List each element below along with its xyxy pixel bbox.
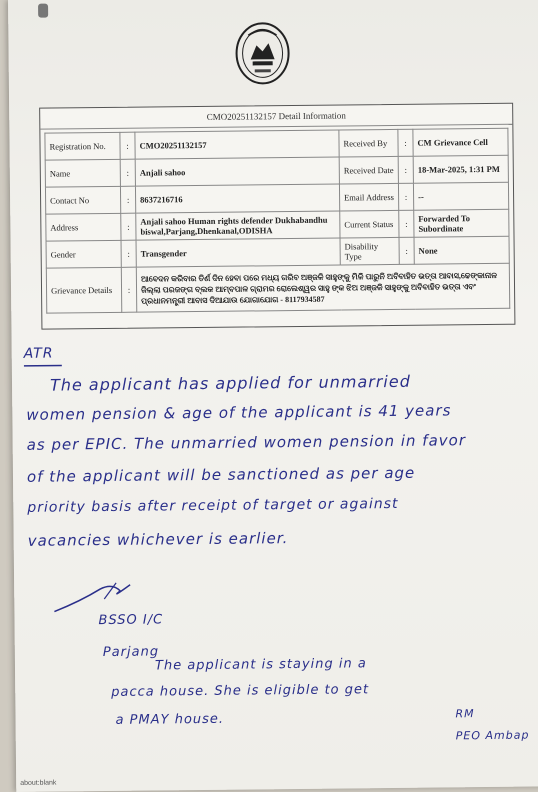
separator: :: [121, 240, 136, 267]
signature-designation: BSSO I/C: [98, 612, 164, 629]
separator: :: [399, 237, 414, 264]
atr-line-3: as per EPIC. The unmarried women pension in favor: [26, 431, 467, 454]
address-value: Anjali sahoo Human rights defender Dukhabandhu biswal,Parjang,Dhenkanal,ODISHA: [136, 211, 340, 240]
separator: :: [120, 159, 135, 186]
atr-line-4: of the applicant will be sanctioned as per age: [26, 463, 416, 486]
separator: :: [121, 267, 136, 312]
separator: :: [120, 132, 135, 159]
binder-clip: [38, 4, 48, 18]
atr-line-1: The applicant has applied for unmarried: [49, 371, 411, 395]
gender-label: Gender: [46, 240, 121, 268]
grievance-value: ଆବେଦନ କରିବାର ତିର୍ଣ ଦିନ ହେବା ପରେ ମଧ୍ୟ ଗରିବ ଅଞ୍ଜଳି ସାହୁଙ୍କୁ ମିଳି ପାରୁନି ଅବିବାହିତ ଭତ୍ତା ଆବାସ,ଢେଙ୍କାନାଳ ଜିଲ୍ଲା ପରଜଙ୍ଗ ବ୍ଲକ ଆମ୍ବପାଳ ଗ୍ରାମର ରୋଲେଶ୍ୱର ସାହୁ ଙ୍କ ଝିଅ ଅଞ୍ଜଳି ସାହୁଙ୍କୁ ଅବିବାହିତ ଭତ୍ତା ଏବଂ ପ୍ରଧାନମନ୍ତ୍ରୀ ଆବାସ ଦିଆଯାଉ ଯୋଗାଯୋଗ - 8117934587: [136, 263, 509, 312]
detail-table: [44, 128, 510, 314]
separator: :: [398, 156, 413, 183]
email-label: Email Address: [339, 183, 398, 211]
second-signature-office: PEO Ambap: [455, 728, 530, 743]
separator: :: [398, 183, 413, 210]
note-line-2: pacca house. She is eligible to get: [111, 682, 370, 700]
grievance-label: Grievance Details: [46, 267, 121, 313]
atr-underline: [24, 363, 64, 367]
received-date-value: 18-Mar-2025, 1:31 PM: [413, 155, 508, 183]
atr-heading: ATR: [23, 345, 54, 362]
contact-value: 8637216716: [135, 184, 339, 213]
received-date-label: Received Date: [339, 156, 398, 184]
page-footer-url: about:blank: [20, 779, 57, 787]
registration-label: Registration No.: [45, 132, 120, 160]
detail-information-panel: [39, 103, 515, 330]
received-by-value: CM Grievance Cell: [413, 128, 508, 156]
second-signature: RM: [455, 707, 475, 721]
gender-value: Transgender: [136, 238, 340, 267]
separator: :: [120, 186, 135, 213]
table-row: [46, 263, 509, 313]
registration-value: CMO20251132157: [135, 130, 339, 159]
disability-value: None: [414, 236, 509, 264]
detail-header: CMO20251132157 Detail Information: [40, 104, 512, 130]
separator: :: [398, 129, 413, 156]
document-page: [8, 0, 538, 792]
atr-line-2: women pension & age of the applicant is 41 years: [26, 401, 452, 424]
odisha-emblem-icon: [230, 19, 295, 88]
address-label: Address: [46, 213, 121, 241]
status-label: Current Status: [340, 210, 399, 238]
signature-place: Parjang: [102, 644, 160, 661]
atr-line-5: priority basis after receipt of target or against: [27, 495, 399, 516]
received-by-label: Received By: [339, 129, 398, 157]
name-label: Name: [45, 159, 120, 187]
note-line-3: a PMAY house.: [115, 711, 225, 728]
note-line-1: The applicant is staying in a: [154, 656, 367, 674]
name-value: Anjali sahoo: [135, 157, 339, 186]
separator: :: [399, 210, 414, 237]
email-value: --: [413, 182, 508, 210]
disability-label: Disability Type: [340, 237, 399, 265]
contact-label: Contact No: [45, 186, 120, 214]
separator: :: [121, 213, 136, 240]
status-value: Forwarded To Subordinate: [414, 209, 509, 237]
atr-line-6: vacancies whichever is earlier.: [27, 529, 289, 550]
